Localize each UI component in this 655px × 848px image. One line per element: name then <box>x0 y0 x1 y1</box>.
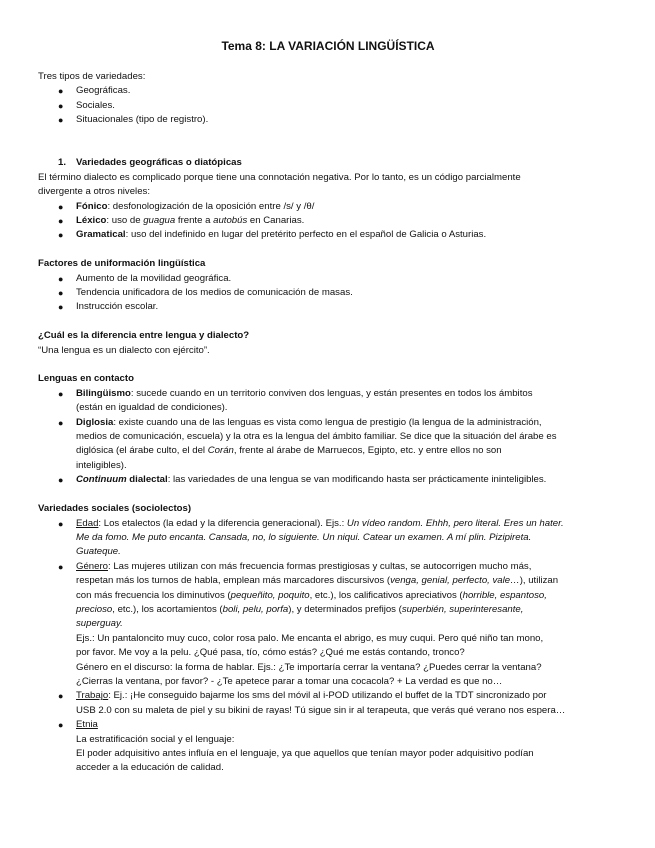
paragraph: El término dialecto es complicado porque tiene una connotación negativa. Por lo tanto, es un código parcialmente <box>38 171 521 183</box>
bullet-icon: ● <box>58 475 64 486</box>
bullet-icon: ● <box>58 115 64 126</box>
list-item: ● Continuum dialectal: las variedades de una lengua se van modificando hasta ser prácticamente ininteligibles. <box>38 473 618 487</box>
social-list <box>38 517 618 776</box>
list-item: ● Etnia La estratificación social y el lenguaje: El poder adquisitivo antes influía en el lenguaje, ya que aquellos que tenían mayor poder adquisitivo podían acceder a la educación de calidad. <box>58 719 534 774</box>
list-item: ● Léxico: uso de guagua frente a autobús en Canarias. <box>38 214 618 228</box>
bullet-icon: ● <box>58 417 64 428</box>
bullet-icon: ● <box>58 302 64 313</box>
list-item: ● Aumento de la movilidad geográfica. <box>38 272 618 286</box>
factors-list <box>38 272 618 315</box>
bullet-icon: ● <box>58 216 64 227</box>
bullet-icon: ● <box>58 86 64 97</box>
list-item: ● Geográficas. <box>38 84 618 98</box>
section-heading-social: Variedades sociales (sociolectos) <box>38 503 192 515</box>
contact-list <box>38 387 618 488</box>
list-item: ● Trabajo: Ej.: ¡He conseguido bajarme los sms del móvil al i-POD utilizando el buffet de la TDT sincronizado por USB 2.0 con su maleta de piel y su bikini de rayas! Tú sigue sin ir al terapeuta, que verás qué verano nos espera… <box>58 690 566 716</box>
bullet-icon: ● <box>58 388 64 399</box>
bullet-icon: ● <box>58 720 64 731</box>
section-heading-question: ¿Cuál es la diferencia entre lengua y dialecto? <box>38 330 250 342</box>
list-item: ● Sociales. <box>38 99 618 113</box>
bullet-icon: ● <box>58 230 64 241</box>
section-heading-factors: Factores de uniformación lingüística <box>38 258 206 270</box>
bullet-icon: ● <box>58 518 64 529</box>
list-item: ● Gramatical: uso del indefinido en lugar del pretérito perfecto en el español de Galicia o Asturias. <box>38 228 618 242</box>
variety-list <box>38 84 618 127</box>
bullet-icon: ● <box>58 100 64 111</box>
paragraph: divergente a otros niveles: <box>38 186 150 198</box>
intro-lead: Tres tipos de variedades: <box>38 71 146 82</box>
section-heading-geographic: 1. Variedades geográficas o diatópicas <box>58 157 242 169</box>
list-item: ● Situacionales (tipo de registro). <box>38 113 618 127</box>
list-item: ● Género: Las mujeres utilizan con más frecuencia formas prestigiosas y cultas, se autocorrigen mucho más, respetan más los turnos de habla, emplean más marcadores discursivos (venga, genial, perfecto, vale…), utilizan con más frecuencia los diminutivos (pequeñito, poquito, etc.), los calificativos apreciativos (horrible, espantoso, precioso, etc.), los acortamientos (boli, pelu, porfa), y determinados prefijos (superbién, superinteresante, superguay. Ejs.: Un pantaloncito muy cuco, color rosa palo. Me encanta el abrigo, es muy cuqui. Pero qué niño tan mono, por favor. Me voy a la pelu. ¿Qué pasa, tío, cómo estás? ¿Qué me estás contando, tronco? Género en el discurso: la forma de hablar. Ejs.: ¿Te importaría cerrar la ventana? ¿Puedes cerrar la ventana? ¿Cierras la ventana, por favor? - ¿Te apetece parar a tomar una cocacola? + La verdad es que no… <box>58 560 559 687</box>
list-item: ● Fónico: desfonologización de la oposición entre /s/ y /θ/ <box>38 200 618 214</box>
list-item: ● Diglosia: existe cuando una de las lenguas es vista como lengua de prestigio (la lengua de la administración, medios de comunicación, escuela) y la otra es la lengua del ámbito familiar. Se dice que la situación del árabe es diglósica (el árabe culto, el del Corán, frente al árabe de Marruecos, Egipto, etc. y entre ellos no son inteligibles). <box>58 416 557 471</box>
page-title: Tema 8: LA VARIACIÓN LINGÜÍSTICA <box>221 39 435 53</box>
section-heading-contact: Lenguas en contacto <box>38 373 134 385</box>
bullet-icon: ● <box>58 201 64 212</box>
quote: “Una lengua es un dialecto con ejército”. <box>38 344 210 356</box>
list-item: ● Edad: Los etalectos (la edad y la diferencia generacional). Ejs.: Un vídeo random. Ehhh, pero literal. Eres un hater. Me da fomo. Me puto encanta. Cansada, no, lo siguiente. Un niqui. Catear un examen. A mí plin. Pizipireta. Guateque. <box>58 517 564 558</box>
bullet-icon: ● <box>58 273 64 284</box>
list-item: ● Instrucción escolar. <box>38 300 618 314</box>
list-item: ● Bilingüismo: sucede cuando en un territorio conviven dos lenguas, y están presentes en todos los ámbitos (están en igualdad de condiciones). <box>58 387 533 414</box>
list-item: ● Tendencia unificadora de los medios de comunicación de masas. <box>38 286 618 300</box>
levels-list <box>38 200 618 243</box>
bullet-icon: ● <box>58 288 64 299</box>
bullet-icon: ● <box>58 561 64 572</box>
bullet-icon: ● <box>58 691 64 702</box>
document-page <box>38 38 618 776</box>
